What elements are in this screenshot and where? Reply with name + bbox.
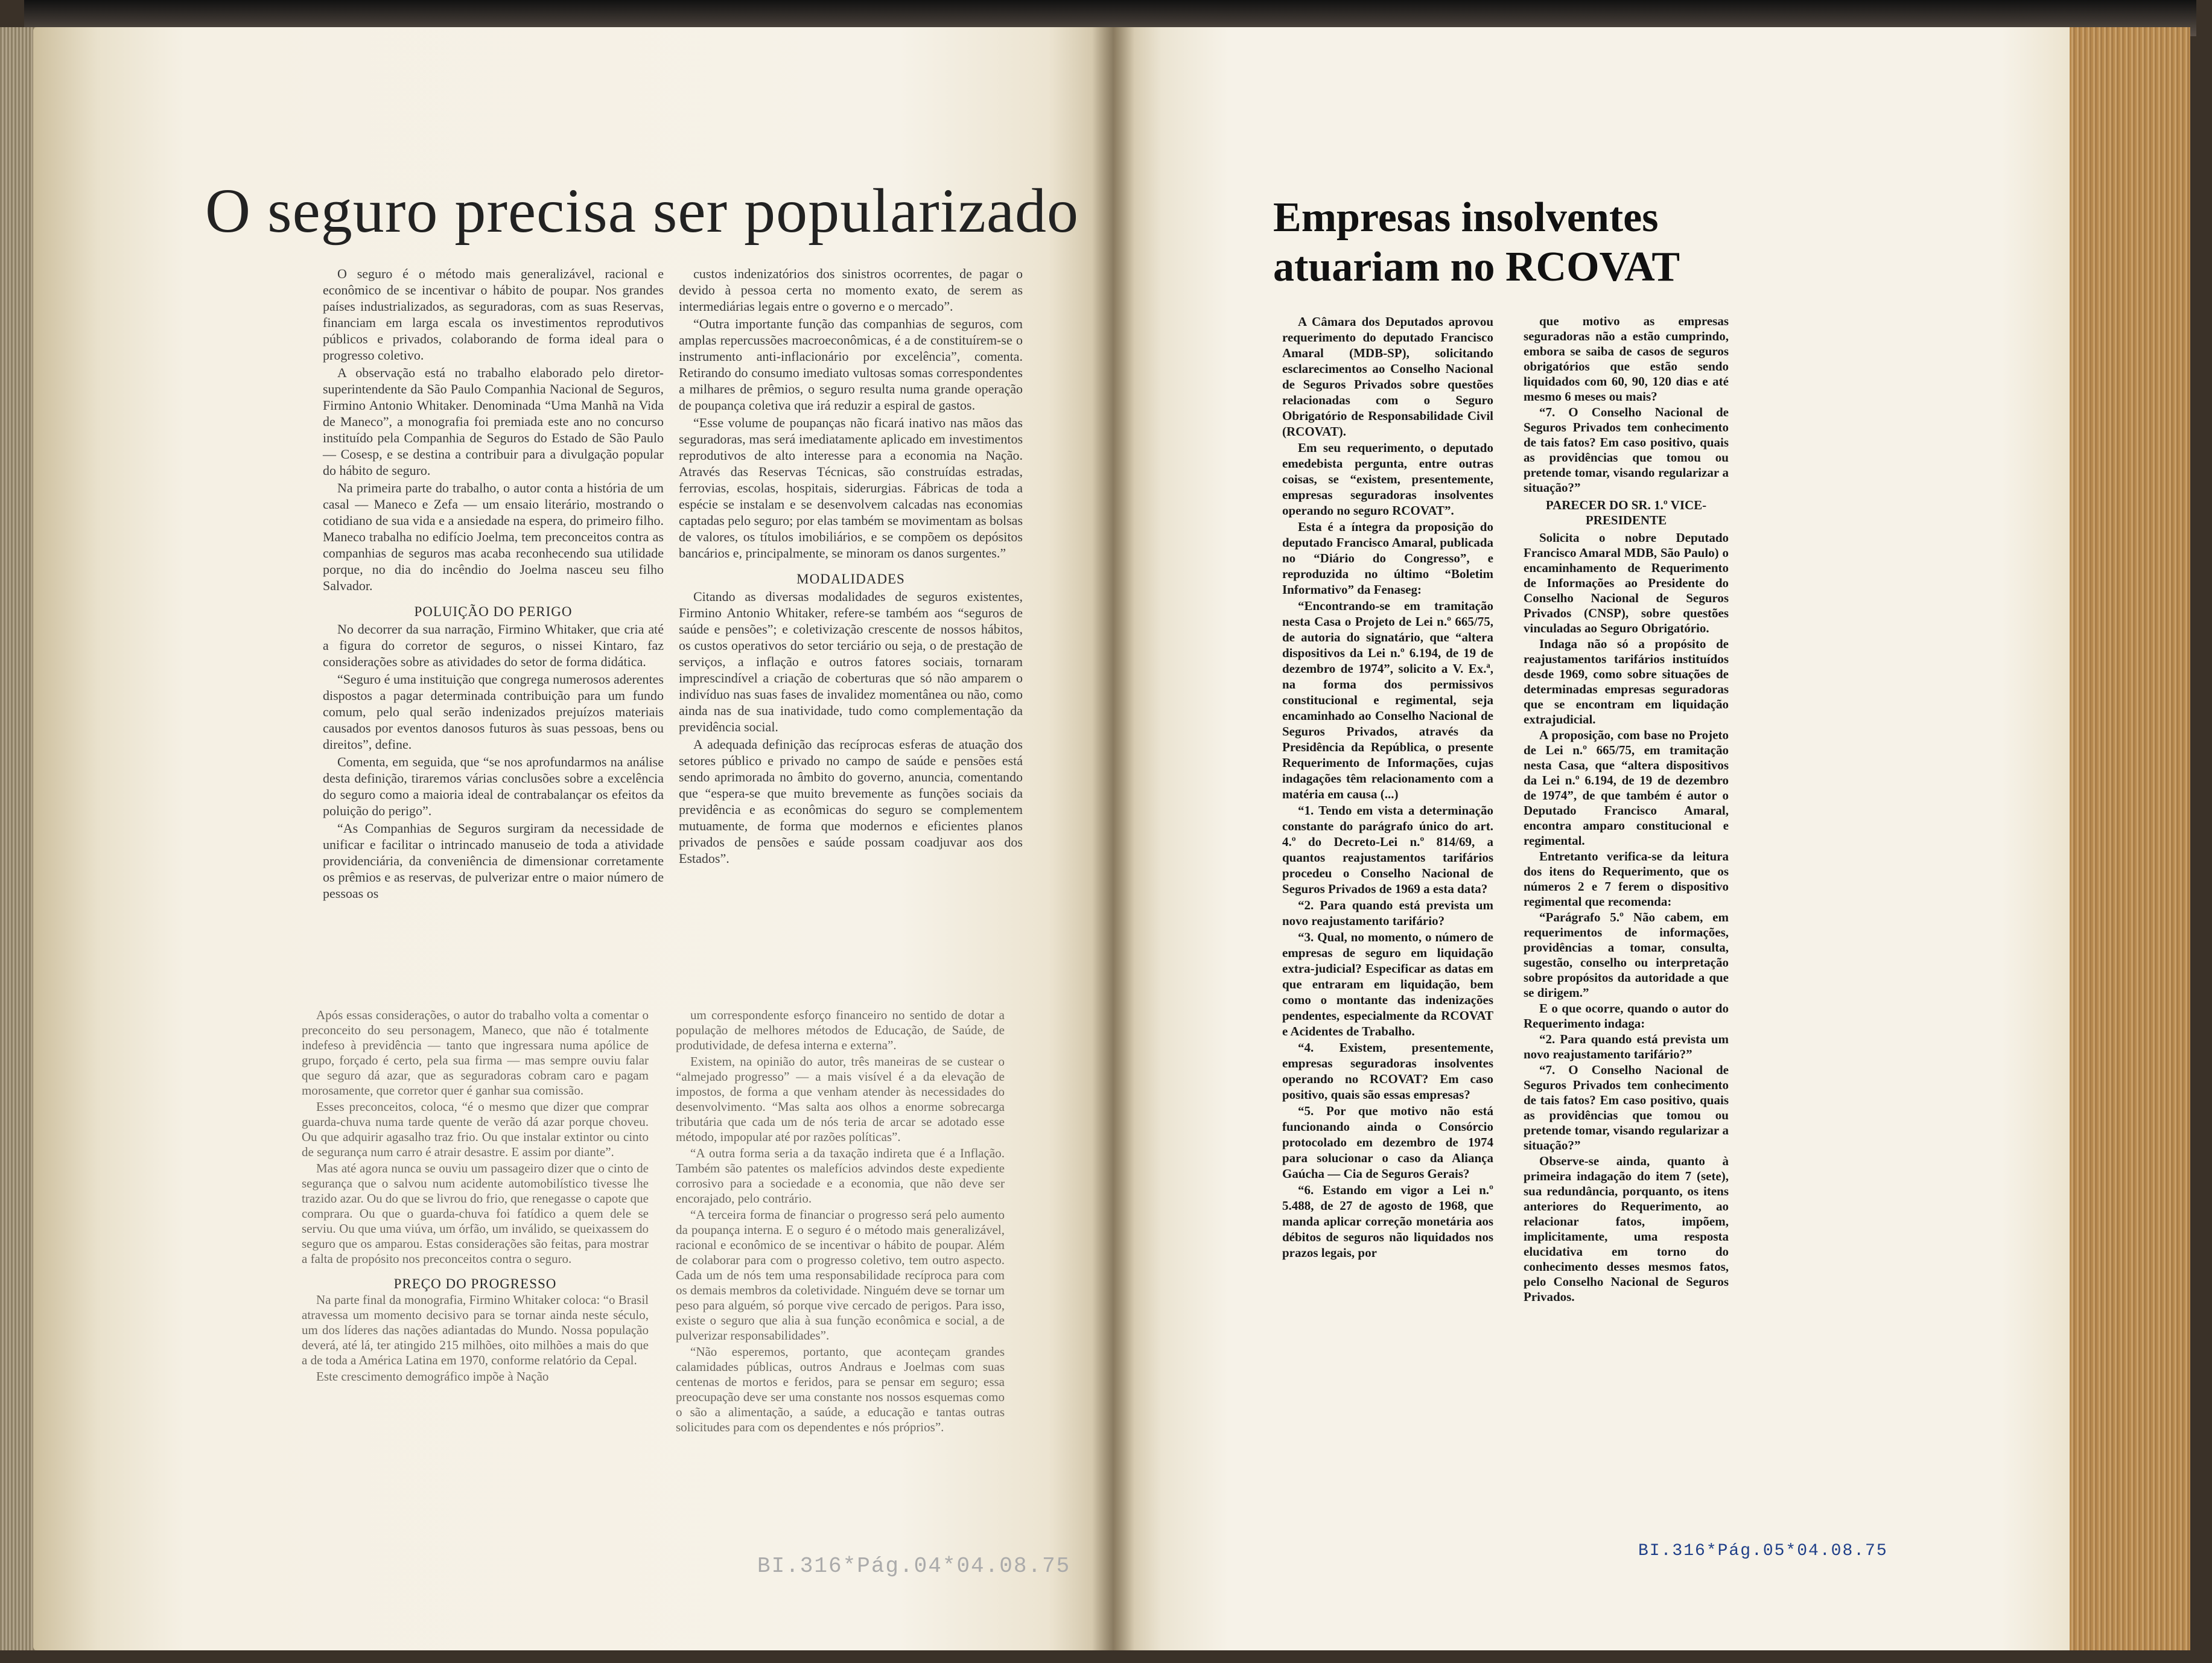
headline-line: Empresas insolventes [1273,194,1659,241]
paragraph: O seguro é o método mais generalizável, racional e econômico de se incentivar o hábito de poupar. Nos grandes países industrializados, as seguradoras, com as suas Reservas, financiam em larga escala os investimentos reprodutivos públicos e privados, colaborando de forma ideal para o progresso coletivo. [323,266,664,363]
left-article-column-2 [679,266,1023,868]
paragraph: “Encontrando-se em tramitação nesta Casa o Projeto de Lei n.º 665/75, de autoria do signatário, que “altera dispositivos da Lei n.º 6.194, de 19 de dezembro de 1974”, solicito a V. Ex.ª, na forma dos permissivos constitucional e regimental, seja encaminhado ao Conselho Nacional de Seguros Privados, através da Presidência da República, o presente Requerimento de Informações, cujas indagações têm relacionamento com a matéria em causa (...) [1282,599,1493,801]
left-article-column-3 [302,1008,649,1385]
paragraph: “A terceira forma de financiar o progresso será pelo aumento da poupança interna. E o seguro é o método mais generalizável, racional e econômico de se incentivar o hábito de poupar. Além de colaborar para com o progresso coletivo, tem outro aspecto. Cada um de nós tem uma responsabilidade recíproca para com os demais membros da coletividade. Ninguém deve se tornar um peso para alguém, só porque vive cercado de perigos. Para isso, existe o seguro que alia à sua função econômica e social, a de pulverizar responsabilidades”. [676,1207,1005,1343]
paragraph: Mas até agora nunca se ouviu um passageiro dizer que o cinto de segurança que o salvou num acidente automobilístico tivesse lhe trazido azar. Ou do que se livrou do frio, que renegasse o capote que comprara. Ou que o guarda-chuva foi fatídico a quem dele se serviu. Ou que uma viúva, um órfão, um inválido, se queixassem do seguro que os amparou. Estas considerações são feitas, para mostrar a falta de propósito nos preconceitos contra o seguro. [302,1161,649,1266]
paragraph: “5. Por que motivo não está funcionando ainda o Consórcio protocolado em dezembro de 1974 para solucionar o caso da Aliança Gaúcha — Cia de Seguros Gerais? [1282,1104,1493,1181]
paragraph: “Outra importante função das companhias de seguros, com amplas repercussões macroeconômicas, é a de constituírem-se o instrumento anti-inflacionário por excelência”, comenta. Retirando do consumo imediato vultosas somas correspondentes a milhares de prêmios, o seguro resulta numa grande operação de poupança coletiva que irá reduzir a espiral de gastos. [679,316,1023,413]
paragraph: “As Companhias de Seguros surgiram da necessidade de unificar e facilitar o intrincado manuseio de toda a atividade providenciária, da conveniência de dimensionar corretamente os prêmios e as reservas, de pulverizar entre o maior número de pessoas os [323,821,664,901]
headline-line: atuariam no RCOVAT [1273,244,1680,290]
paragraph: “Parágrafo 5.º Não cabem, em requerimentos de informações, providências a tomar, consulta, sugestão, conselho ou interpretação sobre propósitos da autoridade a que se dirigem.” [1524,910,1729,1000]
paragraph: “1. Tendo em vista a determinação constante do parágrafo único do art. 4.º do Decreto-Lei n.º 814/69, a quantos reajustamentos tarifários procedeu o Conselho Nacional de Seguros Privados de 1969 a esta data? [1282,803,1493,896]
paragraph: “6. Estando em vigor a Lei n.º 5.488, de 27 de agosto de 1968, que manda aplicar correção monetária aos débitos de seguros não liquidados nos prazos legais, por [1282,1183,1493,1260]
paragraph: “Seguro é uma instituição que congrega numerosos aderentes dispostos a pagar determinada contribuição para um fundo comum, pelo qual serão indenizados prejuízos materiais causados por eventos danosos futuros às suas pessoas, bens ou direitos”, define. [323,672,664,752]
paragraph: Na primeira parte do trabalho, o autor conta a história de um casal — Maneco e Zefa — um ensaio literário, mostrando o cotidiano de sua vida e a ansiedade na espera, do primeiro filho. Maneco trabalha no edifício Joelma, tem preconceitos contra as companhias de seguros mas acaba reconhecendo sua utilidade porque, no dia do incêndio do Joelma nasceu seu filho Salvador. [323,480,664,593]
right-article-headline [1273,193,1720,292]
paragraph: Solicita o nobre Deputado Francisco Amaral MDB, São Paulo) o encaminhamento de Requerimento de Informações ao Presidente do Conselho Nacional de Seguros Privados (CNSP), sobre questões vinculadas ao Seguro Obrigatório. [1524,530,1729,635]
paragraph: “Não esperemos, portanto, que aconteçam grandes calamidades públicas, outros Andraus e Joelmas com suas centenas de mortos e feridos, para se pensar em seguro; essa preocupação deve ser uma constante nos nossos esquemas como o são a alimentação, a saúde, a educação e tantas outras solicitudes para com os dependentes e nós próprios”. [676,1344,1005,1434]
paragraph: E o que ocorre, quando o autor do Requerimento indaga: [1524,1001,1729,1031]
right-page-stamp: BI.316*Pág.05*04.08.75 [1638,1542,1888,1560]
paragraph: “Esse volume de poupanças não ficará inativo nas mãos das seguradoras, mas será imediatamente aplicado em investimentos reprodutivos de alto interesse para a economia na Nação. Através das Reservas Técnicas, são construídas estradas, ferrovias, escolas, hospitais, siderurgias. Fábricas de toda a espécie se instalam e se desenvolvem calcadas nas economias captadas pelo seguro; por elas também se movimentam as bolsas de valores, os títulos imobiliários, e se compõem os depósitos bancários e, principalmente, se minoram os danos surgentes.” [679,415,1023,561]
paragraph: A adequada definição das recíprocas esferas de atuação dos setores público e privado no campo de saúde e pensões está sendo aprimorada no âmbito do governo, anuncia, comentando que “espera-se que muito brevemente as funções sociais da previdência e as econômicas do seguro se complementem mutuamente, de forma que modernos e eficientes planos privados de pensões e saúde possam coadjuvar aos dos Estados”. [679,737,1023,866]
paragraph: “7. O Conselho Nacional de Seguros Privados tem conhecimento de tais fatos? Em caso positivo, quais as providências que tomou ou pretende tomar, visando regularizar a situação?” [1524,405,1729,495]
paragraph: “3. Qual, no momento, o número de empresas de seguro em liquidação extra-judicial? Especificar as datas em que entraram em liquidação, bem como o montante das indenizações pendentes, especialmente da RCOVAT e Acidentes de Trabalho. [1282,930,1493,1038]
paragraph: Em seu requerimento, o deputado emedebista pergunta, entre outras coisas, se “existem, presentemente, empresas seguradoras insolventes operando no seguro RCOVAT”. [1282,440,1493,518]
paragraph: “2. Para quando está prevista um novo reajustamento tarifário? [1282,898,1493,928]
paragraph: “7. O Conselho Nacional de Seguros Privados tem conhecimento de tais fatos? Em caso positivo, quais as providências que tomou ou pretende tomar, visando regularizar a situação?” [1524,1063,1729,1153]
paragraph: Indaga não só a propósito de reajustamentos tarifários instituídos desde 1969, como sobre situações de determinadas empresas seguradoras que se encontram em liquidação extrajudicial. [1524,637,1729,727]
subheading: MODALIDADES [796,571,905,587]
subheading: PREÇO DO PROGRESSO [393,1276,557,1291]
paragraph: Entretanto verifica-se da leitura dos itens do Requerimento, que os números 2 e 7 ferem o dispositivo regimental que recomenda: [1524,849,1729,909]
paragraph: A observação está no trabalho elaborado pelo diretor-superintendente da São Paulo Companhia Nacional de Seguros, Firmino Antonio Whitaker. Denominada “Uma Manhã na Vida de Maneco”, a monografia foi premiada este ano no concurso instituído pela Companhia de Seguros do Estado de São Paulo — Cosesp, e se destina a contribuir para a divulgação popular do hábito de seguro. [323,365,664,478]
paragraph: Citando as diversas modalidades de seguros existentes, Firmino Antonio Whitaker, refere-se também aos “seguros de saúde e pensões”; e coletivização crescente de nossos hábitos, os custos operativos do setor terciário ou seja, o de prestação de serviços, a inflação e outros fatores sociais, tornaram imprescindível a criação de coberturas que só não amparem o indivíduo nas suas fases de invalidez momentânea ou não, como ainda nas de sua inatividade, tudo como complementação da previdência social. [679,589,1023,734]
paragraph: Existem, na opinião do autor, três maneiras de se custear o “almejado progresso” — a mais visível é a da elevação de impostos, de forma a que venham atender às necessidades do desenvolvimento. “Mas salta aos olhos a enorme sobrecarga tributária que cada um de nós teria de arcar se adotado esse método, impopular até por razões políticas”. [676,1054,1005,1144]
paragraph: “2. Para quando está prevista um novo reajustamento tarifário?” [1524,1032,1729,1061]
paragraph: que motivo as empresas seguradoras não a estão cumprindo, embora se saiba de casos de seguros obrigatórios que estão sendo liquidados com 60, 90, 120 dias e até mesmo 6 meses ou mais? [1524,314,1729,404]
paragraph: custos indenizatórios dos sinistros ocorrentes, de pagar o devido à pessoa certa no momento exato, de serem as intermediárias legais entre o governo e o mercado”. [679,266,1023,314]
paragraph: um correspondente esforço financeiro no sentido de dotar a população de melhores métodos de Educação, de Saúde, de produtividade, de defesa interna e externa”. [676,1008,1005,1052]
paragraph: Este crescimento demográfico impõe à Nação [316,1369,549,1384]
right-article-column-1 [1282,314,1493,1261]
left-article-headline: O seguro precisa ser popularizado [205,176,1079,246]
paragraph: Na parte final da monografia, Firmino Whitaker coloca: “o Brasil atravessa um momento decisivo para se tornar ainda neste século, um dos líderes das nações adiantadas do Mundo. Nossa população deverá, até lá, ter atingido 215 milhões, oito milhões a mais do que a de toda a América Latina em 1970, conforme relatório da Cepal. [302,1293,649,1367]
left-article-column-4 [676,1008,1005,1436]
paragraph: Esta é a íntegra da proposição do deputado Francisco Amaral, publicada no “Diário do Congresso”, e reproduzida no último “Boletim Informativo” da Fenaseg: [1282,520,1493,597]
left-article-column-1 [323,266,664,903]
subheading: PARECER DO SR. 1.º VICE-PRESIDENTE [1545,498,1707,527]
paragraph: “4. Existem, presentemente, empresas seguradoras insolventes operando no RCOVAT? Em caso positivo, quais são essas empresas? [1282,1040,1493,1102]
paragraph: Após essas considerações, o autor do trabalho volta a comentar o preconceito do seu personagem, Maneco, que não é totalmente indefeso à previdência — tanto que ingressara numa apólice de grupo, forçado é certo, pela sua firma — mas sempre ouviu falar que seguro dá azar, que as seguradoras cobram caro e pagam morosamente, que corretor quer é ganhar sua comissão. [302,1008,649,1098]
paragraph: A Câmara dos Deputados aprovou requerimento do deputado Francisco Amaral (MDB-SP), solicitando esclarecimentos ao Conselho Nacional de Seguros Privados sobre questões relacionadas com o Seguro Obrigatório de Responsabilidade Civil (RCOVAT). [1282,314,1493,439]
paragraph: Observe-se ainda, quanto à primeira indagação do item 7 (sete), sua redundância, porquanto, os itens anteriores do Requerimento, ao relacionar fatos, impõem, implicitamente, uma resposta elucidativa em torno do conhecimento desses mesmos fatos, pelo Conselho Nacional de Seguros Privados. [1524,1154,1729,1304]
paragraph: Esses preconceitos, coloca, “é o mesmo que dizer que comprar guarda-chuva numa tarde quente de verão dá azar porque choveu. Ou que adquirir agasalho traz frio. Ou que instalar extintor ou cinto de segurança num carro é atrair desastre. E assim por diante”. [302,1099,649,1159]
paragraph: No decorrer da sua narração, Firmino Whitaker, que cria até a figura do corretor de seguros, o nissei Kintaro, faz considerações sobre as atividades do setor de forma didática. [323,622,664,669]
subheading: POLUIÇÃO DO PERIGO [414,604,573,619]
right-page-edges [2070,27,2190,1650]
paragraph: Comenta, em seguida, que “se nos aprofundarmos na análise desta definição, tiraremos várias conclusões sobre a excelência do seguro como a maioria ideal de contrabalançar os efeitos da poluição do perigo”. [323,754,664,818]
right-article-column-2 [1524,314,1729,1305]
paragraph: “A outra forma seria a da taxação indireta que é a Inflação. Também são patentes os malefícios advindos deste expediente corrosivo para a sociedade e a economia, que não deve ser encorajado, pelo contrário. [676,1146,1005,1206]
left-page-stamp: BI.316*Pág.04*04.08.75 [757,1554,1071,1579]
paragraph: A proposição, com base no Projeto de Lei n.º 665/75, em tramitação nesta Casa, que “altera dispositivos da Lei n.º 6.194, de 19 de dezembro de 1974”, de que também é autor o Deputado Francisco Amaral, encontra amparo constitucional e regimental. [1524,728,1729,848]
book-gutter [1092,27,1134,1650]
